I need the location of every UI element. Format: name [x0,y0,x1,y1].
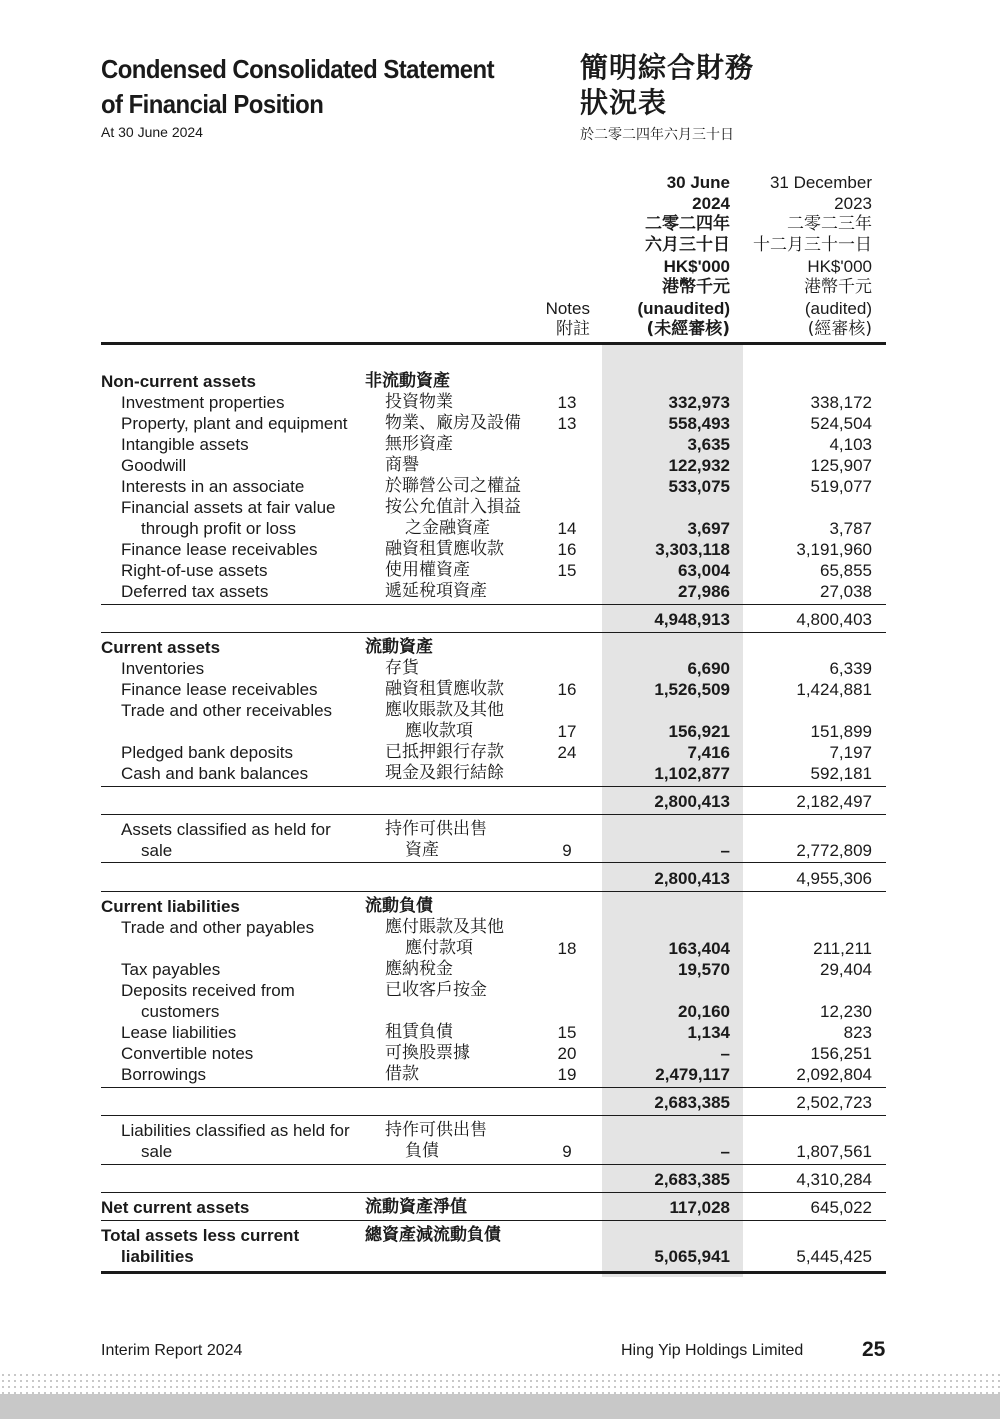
page-title-zh-line2: 狀況表 [580,86,668,119]
line-item-label-en: Deferred tax assets [121,582,269,601]
current-period-value: 332,973 [668,393,730,412]
line-item-label-en: Trade and other payables [121,918,315,937]
line-item-label-zh: 負債 [405,1141,439,1161]
table-rule [101,1220,886,1221]
current-period-value: 1,102,877 [654,764,730,783]
line-item-note: 13 [557,393,577,412]
prior-period-value: 592,181 [810,764,872,783]
line-item-note: 14 [557,519,577,538]
line-item-label-zh: 應付賬款及其他 [385,917,504,937]
current-period-value: 27,986 [678,582,730,601]
notes-header-en: Notes [545,299,590,318]
prior-header-line: 2023 [834,194,872,213]
line-item-label-en: Total assets less current [101,1226,300,1245]
current-period-value: 3,697 [687,519,730,538]
statement-date-en: At 30 June 2024 [101,124,203,140]
line-item-label-en: Investment properties [121,393,285,412]
current-period-value: – [720,1142,730,1161]
line-item-label-zh: 流動資產淨值 [365,1197,467,1217]
footer-dot-pattern [0,1372,1000,1394]
current-header-line: 30 June [666,173,730,192]
current-period-value: 6,690 [687,659,730,678]
table-rule [101,786,886,787]
line-item-label-en: Finance lease receivables [121,540,318,559]
table-rule [101,1271,886,1274]
table-rule [101,814,886,815]
current-period-value: 2,683,385 [654,1170,730,1189]
footer-band [0,1394,1000,1419]
line-item-label-en: Non-current assets [101,372,256,391]
current-period-value: 1,134 [687,1023,730,1042]
prior-header-line: HK$'000 [807,257,872,276]
line-item-label-zh: 按公允值計入損益 [385,497,521,517]
line-item-label-en: Current liabilities [101,897,240,916]
line-item-label-zh: 流動資產 [365,637,433,657]
prior-period-value: 29,404 [820,960,872,979]
current-period-value: – [720,1044,730,1063]
line-item-label-zh: 已收客戶按金 [385,980,487,1000]
line-item-note: 17 [557,722,577,741]
line-item-label-zh: 現金及銀行結餘 [385,763,504,783]
prior-header-line: (經審核) [807,319,872,339]
line-item-label-zh: 應收款項 [405,721,473,741]
line-item-label-zh: 可換股票據 [385,1043,470,1063]
current-header-line: 港幣千元 [662,277,730,297]
line-item-label-zh: 流動負債 [365,896,433,916]
statement-date-zh: 於二零二四年六月三十日 [580,127,734,143]
current-period-value: 533,075 [668,477,730,496]
prior-period-column-header [743,172,872,340]
line-item-label-en: Assets classified as held for [121,820,331,839]
line-item-label-zh: 之金融資產 [405,518,490,538]
prior-period-value: 4,955,306 [796,869,872,888]
line-item-label-en: Cash and bank balances [121,764,309,783]
line-item-note: 15 [557,561,577,580]
line-item-note: 19 [557,1065,577,1084]
line-item-label-en: sale [141,1142,173,1161]
current-header-line: (unaudited) [637,299,730,318]
prior-period-value: 2,092,804 [796,1065,872,1084]
line-item-label-en: through profit or loss [141,519,296,538]
line-item-label-zh: 商譽 [385,455,419,475]
current-period-value: 20,160 [678,1002,730,1021]
prior-period-value: 6,339 [829,659,872,678]
current-period-value: 2,683,385 [654,1093,730,1112]
prior-period-value: 823 [843,1023,872,1042]
prior-period-value: 1,807,561 [796,1142,872,1161]
line-item-label-en: customers [141,1002,220,1021]
line-item-label-en: Intangible assets [121,435,249,454]
line-item-label-en: Current assets [101,638,221,657]
table-rule [101,891,886,892]
prior-period-value: 1,424,881 [796,680,872,699]
prior-period-value: 156,251 [810,1044,872,1063]
line-item-label-zh: 應納稅金 [385,959,453,979]
line-item-note: 9 [562,1142,572,1161]
current-period-value: 19,570 [678,960,730,979]
prior-period-value: 12,230 [820,1002,872,1021]
line-item-label-en: Pledged bank deposits [121,743,294,762]
page-title-en: Condensed Consolidated Statement of Financial Position [101,54,495,119]
current-period-value: 558,493 [668,414,730,433]
prior-period-value: 4,310,284 [796,1170,872,1189]
prior-header-line: 港幣千元 [804,277,872,297]
line-item-label-en: sale [141,841,173,860]
line-item-note: 24 [557,743,577,762]
line-item-label-zh: 融資租賃應收款 [385,539,504,559]
prior-header-line: 十二月三十一日 [753,235,872,255]
prior-period-value: 27,038 [820,582,872,601]
prior-header-line: 31 December [769,173,872,192]
prior-period-value: 125,907 [810,456,872,475]
prior-period-value: 2,182,497 [796,792,872,811]
table-rule [101,1115,886,1116]
table-rule [101,1164,886,1165]
line-item-note: 20 [557,1044,577,1063]
line-item-label-zh: 資產 [405,840,439,860]
line-item-label-en: Property, plant and equipment [121,414,348,433]
prior-period-value: 338,172 [810,393,872,412]
current-period-value: 1,526,509 [654,680,730,699]
prior-period-value: 7,197 [829,743,872,762]
line-item-label-zh: 投資物業 [385,392,453,412]
prior-period-value: 645,022 [810,1198,872,1217]
current-period-value: 117,028 [669,1198,730,1217]
prior-period-value: 2,772,809 [796,841,872,860]
line-item-label-zh: 物業、廠房及設備 [385,413,521,433]
line-item-label-zh: 於聯營公司之權益 [385,476,521,496]
line-item-note: 9 [562,841,572,860]
current-period-value: 2,800,413 [654,792,730,811]
current-header-line: 六月三十日 [645,235,730,255]
line-item-label-en: Convertible notes [121,1044,254,1063]
line-item-note: 16 [557,540,577,559]
line-item-label-en: Deposits received from [121,981,295,1000]
line-item-note: 15 [557,1023,577,1042]
prior-period-value: 3,787 [829,519,872,538]
line-item-label-zh: 存貨 [385,658,419,678]
line-item-label-en: liabilities [121,1247,194,1266]
line-item-label-zh: 租賃負債 [385,1022,453,1042]
header-rule [101,342,886,345]
notes-column-header [530,298,590,340]
current-period-value: 122,932 [668,456,730,475]
current-period-value: 63,004 [678,561,730,580]
prior-header-line: 二零二三年 [787,214,872,234]
line-item-label-zh: 借款 [385,1064,419,1084]
line-item-label-zh: 持作可供出售 [385,1120,487,1140]
line-item-label-en: Trade and other receivables [121,701,333,720]
footer-company-name: Hing Yip Holdings Limited [621,1342,804,1359]
current-header-line: HK$'000 [663,257,730,276]
line-item-label-zh: 非流動資產 [365,371,450,391]
current-period-value: 3,635 [687,435,730,454]
line-item-label-en: Interests in an associate [121,477,305,496]
table-rule [101,604,886,605]
prior-period-value: 211,211 [813,939,872,958]
page-title-zh [580,50,754,120]
line-item-label-en: Liabilities classified as held for [121,1121,350,1140]
prior-header-line: (audited) [804,299,872,318]
page-number: 25 [862,1338,886,1361]
line-item-label-en: Right-of-use assets [121,561,268,580]
line-item-label-en: Goodwill [121,456,187,475]
line-item-label-en: Net current assets [101,1198,250,1217]
current-period-column-header [602,172,730,340]
line-item-label-zh: 總資產減流動負債 [365,1225,501,1245]
table-rule [101,1087,886,1088]
prior-period-value: 524,504 [810,414,872,433]
current-period-value: 2,479,117 [655,1065,730,1084]
line-item-label-zh: 使用權資產 [385,560,470,580]
prior-period-value: 3,191,960 [796,540,872,559]
line-item-label-zh: 已抵押銀行存款 [385,742,504,762]
footer-report-name: Interim Report 2024 [101,1342,243,1359]
line-item-note: 13 [557,414,577,433]
current-period-value: 163,404 [668,939,730,958]
table-rule [101,1192,886,1193]
current-header-line: 2024 [692,194,730,213]
line-item-label-zh: 應付款項 [405,938,473,958]
line-item-label-en: Tax payables [121,960,221,979]
notes-header-zh: 附註 [556,319,590,339]
line-item-label-en: Lease liabilities [121,1023,237,1042]
line-item-label-zh: 無形資產 [385,434,453,454]
page-title-zh-line1: 簡明綜合財務 [580,51,755,84]
current-header-line: 二零二四年 [645,214,730,234]
current-period-value: – [720,841,730,860]
line-item-label-en: Finance lease receivables [121,680,318,699]
current-period-value: 156,921 [668,722,730,741]
current-period-value: 7,416 [687,743,730,762]
current-period-value: 4,948,913 [654,610,730,629]
line-item-note: 16 [557,680,577,699]
prior-period-value: 5,445,425 [796,1247,872,1266]
prior-period-value: 2,502,723 [796,1093,872,1112]
current-period-value: 3,303,118 [655,540,730,559]
prior-period-value: 519,077 [810,477,872,496]
current-header-line: (未經審核) [646,319,730,339]
prior-period-value: 151,899 [810,722,872,741]
line-item-label-en: Financial assets at fair value [121,498,336,517]
line-item-label-zh: 融資租賃應收款 [385,679,504,699]
table-rule [101,862,886,863]
line-item-label-zh: 遞延稅項資產 [385,581,487,601]
line-item-note: 18 [557,939,577,958]
table-rule [101,632,886,633]
line-item-label-zh: 持作可供出售 [385,819,487,839]
prior-period-value: 65,855 [820,561,872,580]
line-item-label-en: Borrowings [121,1065,207,1084]
prior-period-value: 4,103 [829,435,872,454]
current-period-value: 2,800,413 [654,869,730,888]
current-period-value: 5,065,941 [654,1247,730,1266]
line-item-label-zh: 應收賬款及其他 [385,700,504,720]
line-item-label-en: Inventories [121,659,205,678]
prior-period-value: 4,800,403 [796,610,872,629]
